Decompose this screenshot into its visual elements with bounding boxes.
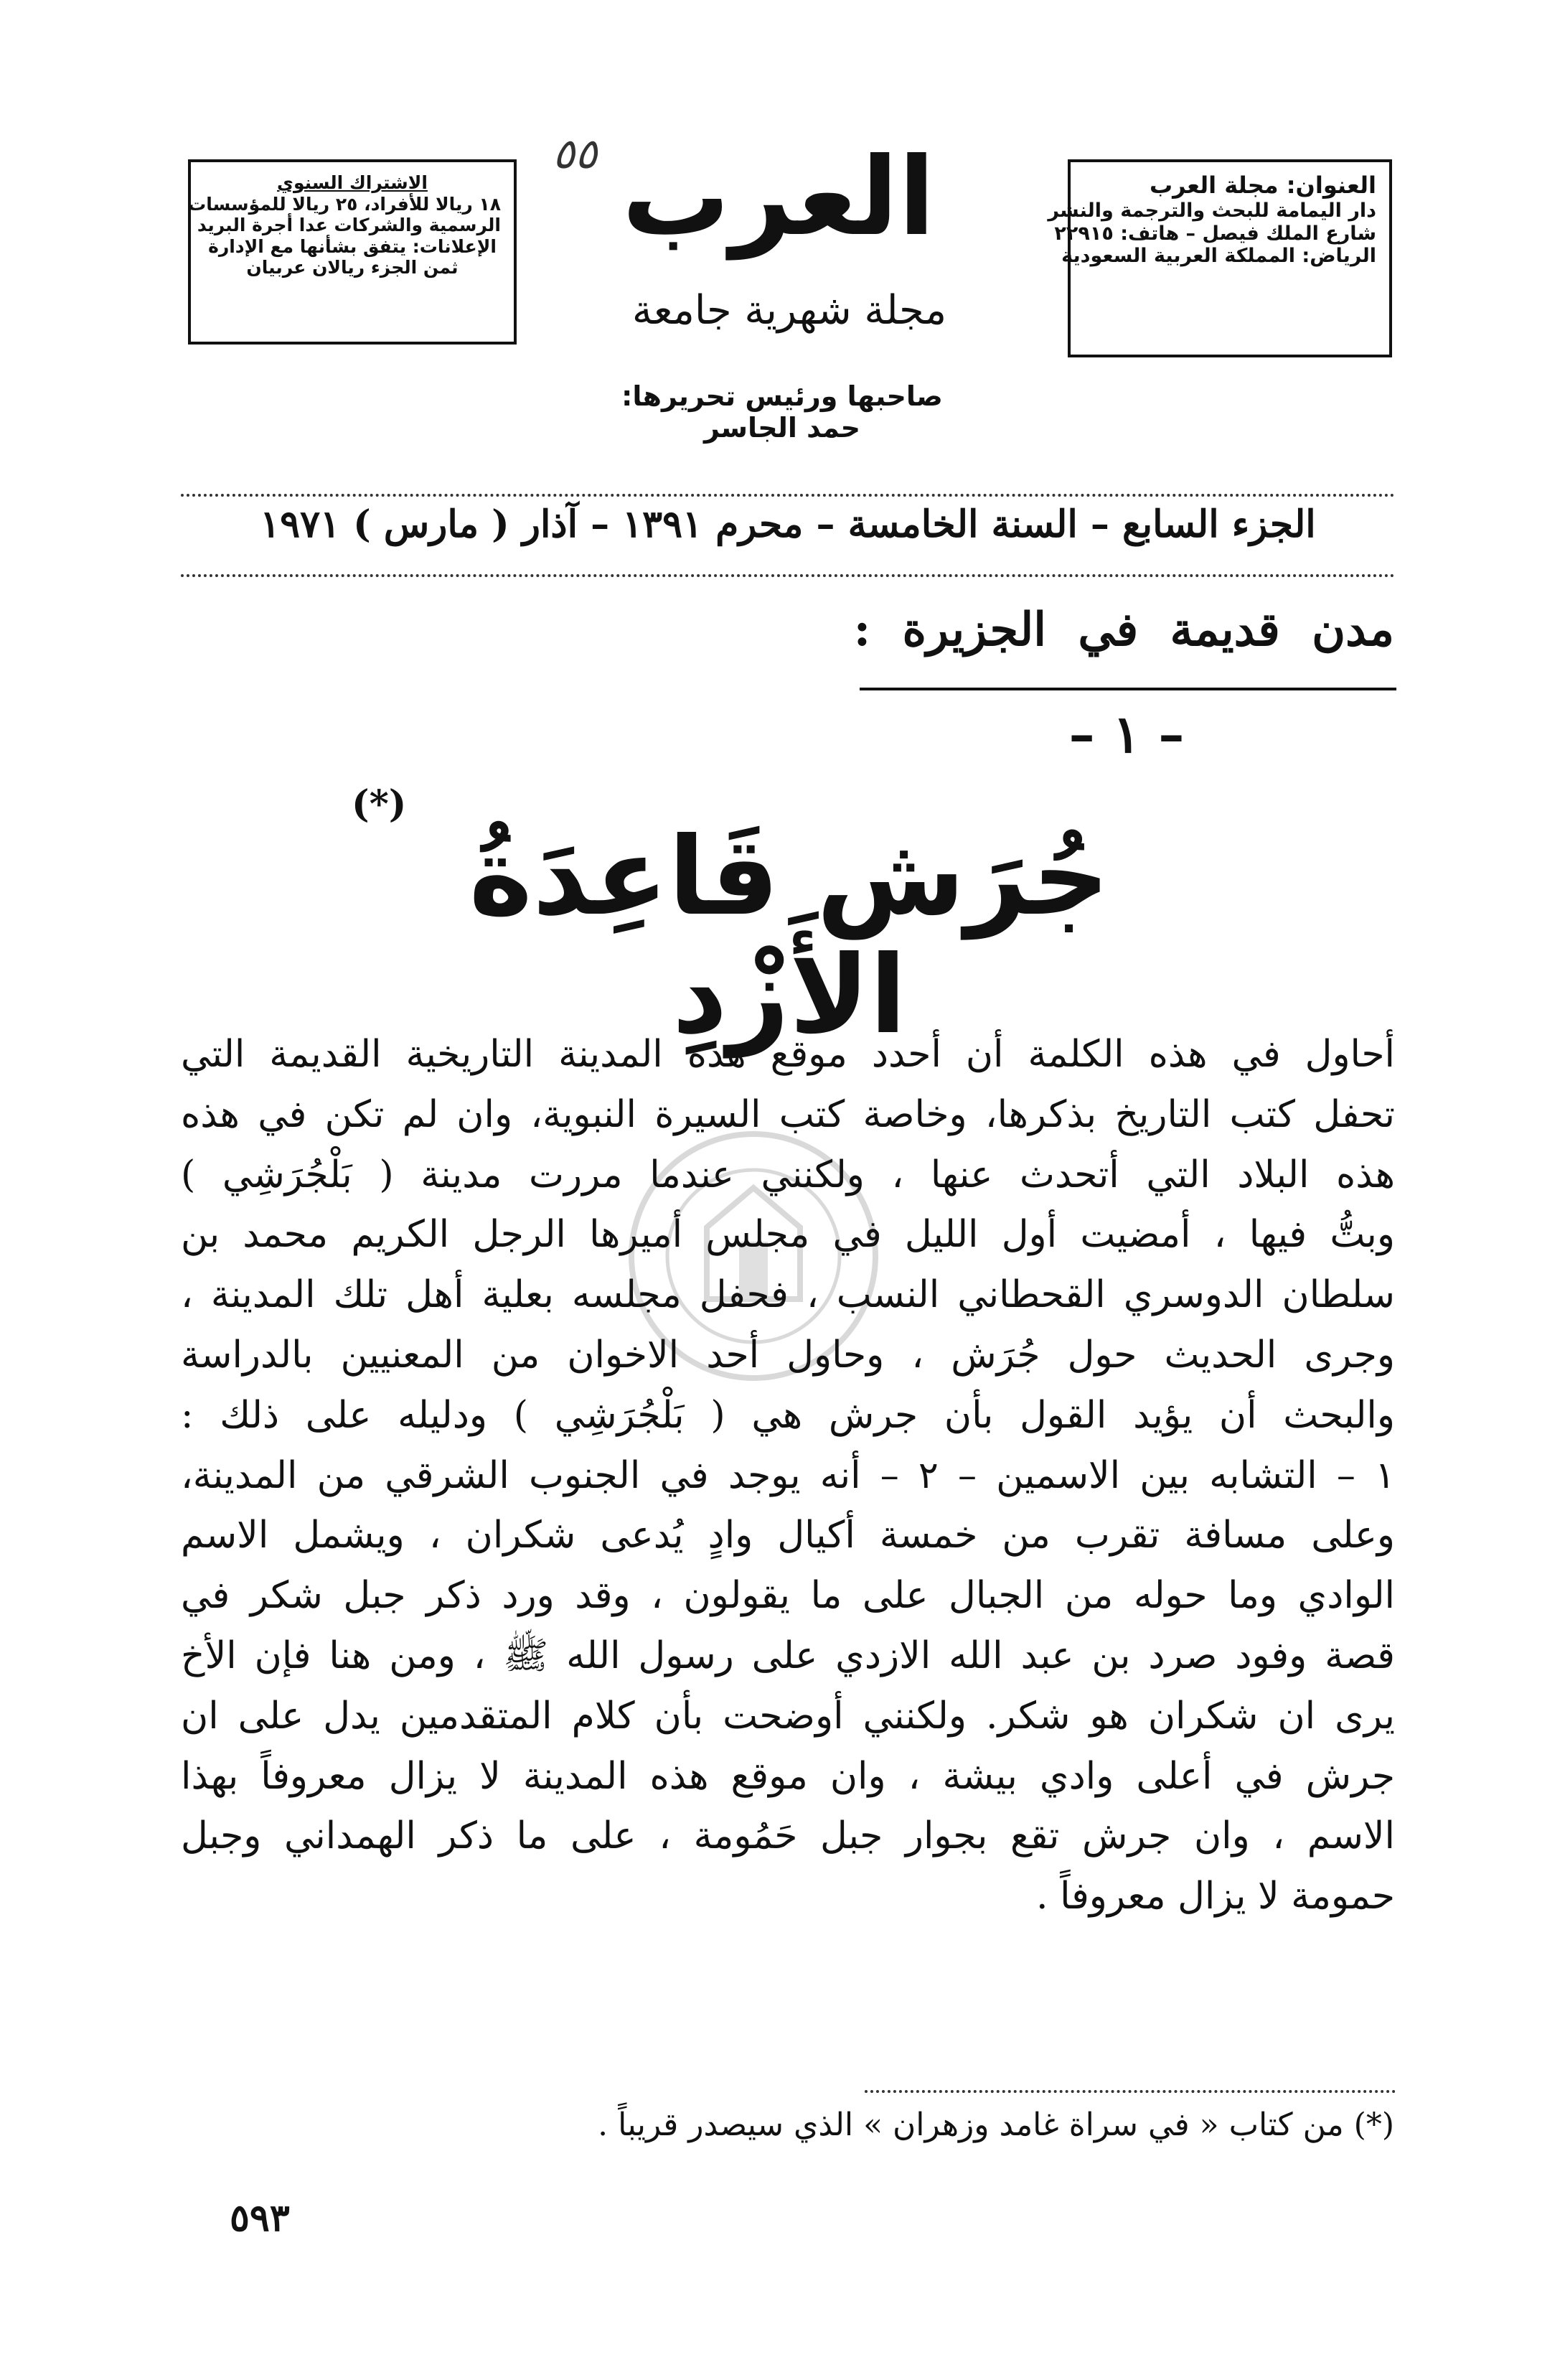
address-line: شارع الملك فيصل – هاتف: ٢٢٩١٥ [1054, 222, 1376, 245]
address-line: دار اليمامة للبحث والترجمة والنشر [1048, 199, 1376, 222]
address-line: العنوان: مجلة العرب [1150, 172, 1376, 199]
body-line: قصة وفود صرد بن عبد الله الازدي على رسول الله ﷺ ، ومن هنا فإن الأخ [181, 1634, 1395, 1677]
section-title: مدن قديمة في الجزيرة : [853, 603, 1394, 657]
body-line: أحاول في هذه الكلمة أن أحدد موقع هذه المدينة التاريخية القديمة التي [181, 1033, 1395, 1076]
subscription-line: الإعلانات: يتفق بشأنها مع الإدارة [208, 235, 497, 257]
subscription-line: الاشتراك السنوي [277, 172, 428, 193]
subscription-line: الرسمية والشركات عدا أجرة البريد [197, 215, 501, 235]
page-number: ٥٩٣ [230, 2196, 290, 2240]
section-underline [860, 688, 1396, 690]
subscription-box [188, 159, 517, 345]
body-line: يرى ان شكران هو شكر. ولكنني أوضحت بأن كلام المتقدمين يدل على ان [181, 1694, 1395, 1738]
subscription-line: ١٨ ريالا للأفراد، ٢٥ ريالا للمؤسسات [188, 193, 501, 215]
body-line: سلطان الدوسري القحطاني النسب ، فحفل مجلسه بعلية أهل تلك المدينة ، [181, 1273, 1395, 1317]
body-line: الوادي وما حوله من الجبال على ما يقولون ، وقد ورد ذكر جبل شكر في [181, 1574, 1395, 1618]
issue-line: الجزء السابع – السنة الخامسة – محرم ١٣٩١ – آذار ( مارس ) ١٩٧١ [260, 502, 1316, 546]
body-line: ١ – التشابه بين الاسمين – ٢ – أنه يوجد في الجنوب الشرقي من المدينة، [181, 1453, 1395, 1497]
footnote-divider [865, 2090, 1396, 2093]
address-box [1048, 159, 1392, 357]
address-line: الرياض: المملكة العربية السعودية [1061, 245, 1376, 268]
body-line: وبتُّ فيها ، أمضيت أول الليل في مجلس أميرها الرجل الكريم محمد بن [181, 1213, 1395, 1257]
masthead-title: العرب [621, 135, 936, 260]
body-line: وعلى مسافة تقرب من خمسة أكيال وادٍ يُدعى شكران ، ويشمل الاسم [181, 1514, 1395, 1557]
body-line: تحفل كتب التاريخ بذكرها، وخاصة كتب السيرة النبوية، وان لم تكن في هذه [181, 1092, 1395, 1136]
article-body [181, 1025, 1395, 1927]
body-line: هذه البلاد التي أتحدث عنها ، ولكنني عندما مررت مدينة ( بَلْجُرَشِي ) [181, 1153, 1395, 1196]
handwritten-page-number: ٥٥ [553, 129, 598, 178]
issue-divider [181, 574, 1395, 577]
subscription-line: ثمن الجزء ريالان عربيان [246, 257, 459, 278]
footnote: (*) من كتاب « في سراة غامد وزهران » الذي سيصدر قريباً . [598, 2107, 1394, 2143]
body-line: وجرى الحديث حول جُرَش ، وحاول أحد الاخوان من المعنيين بالدراسة [181, 1333, 1395, 1377]
article-title: جُرَش قَاعِدَةُ الأَزْدِ [469, 815, 1110, 1058]
masthead-subtitle: مجلة شهرية جامعة [631, 287, 947, 334]
footnote-mark: (*) [352, 782, 407, 826]
body-line: والبحث أن يؤيد القول بأن جرش هي ( بَلْجُرَشِي ) ودليله على ذلك : [181, 1393, 1395, 1437]
masthead-founder: صاحبها ورئيس تحريرها: حمد الجاسر [621, 380, 943, 444]
body-line: الاسم ، وان جرش تقع بجوار جبل حَمُومة ، على ما ذكر الهمداني وجبل [181, 1814, 1395, 1858]
top-divider [181, 494, 1395, 497]
body-line: حمومة لا يزال معروفاً . [1036, 1875, 1395, 1918]
part-number: – ١ – [1068, 703, 1185, 764]
body-line: جرش في أعلى وادي بيشة ، وان موقع هذه المدينة لا يزال معروفاً بهذا [181, 1754, 1395, 1798]
